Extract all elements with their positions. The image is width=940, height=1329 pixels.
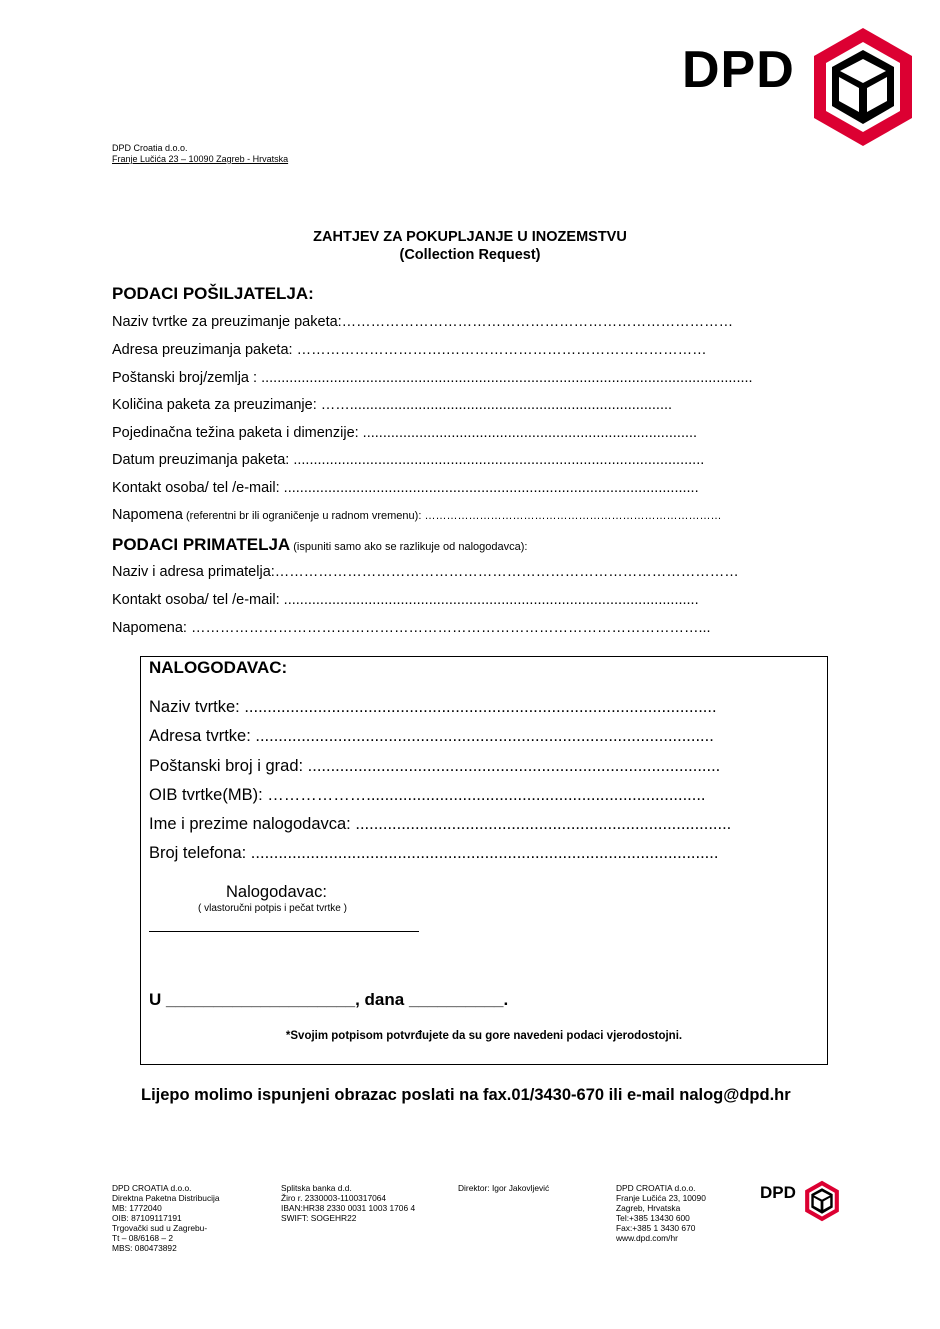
submission-notice: Lijepo molimo ispunjeni obrazac poslati na fax.01/3430-670 ili e-mail nalog@dpd.hr	[141, 1086, 791, 1104]
signature-line[interactable]	[149, 931, 419, 932]
receiver-note-field[interactable]: Napomena: ……………………………………………………………………………………………...	[112, 620, 711, 636]
form-title	[0, 228, 940, 264]
footer-line: Franje Lučića 23, 10090	[616, 1193, 706, 1203]
footer-line: Trgovački sud u Zagrebu-	[112, 1223, 208, 1233]
footer-line: Direktor: Igor Jakovljević	[458, 1183, 550, 1193]
sender-note-label: Napomena	[112, 507, 183, 523]
footer-line: Fax:+385 1 3430 670	[616, 1223, 696, 1233]
footer-line: Direktna Paketna Distribucija	[112, 1193, 220, 1203]
footer-line: SWIFT: SOGEHR22	[281, 1213, 357, 1223]
footer-line: Žiro r. 2330003-1100317064	[281, 1193, 387, 1203]
dpd-cube-icon	[812, 26, 914, 148]
orderer-phone-field[interactable]: Broj telefona: ......................................................................................................	[149, 844, 719, 862]
receiver-heading-sub: (ispuniti samo ako se razlikuje od nalogodavca):	[290, 541, 528, 553]
receiver-heading-main: PODACI PRIMATELJA	[112, 535, 291, 554]
footer-bank	[281, 1183, 415, 1223]
orderer-heading: NALOGODAVAC:	[149, 658, 288, 677]
footer-dpd-logo	[760, 1180, 840, 1222]
sender-address-field[interactable]: Adresa preuzimanja paketa: ………………………….………………………………………………	[112, 342, 707, 358]
orderer-postcode-field[interactable]: Poštanski broj i grad: ..........................................................................................	[149, 757, 721, 775]
company-name: DPD Croatia d.o.o.	[112, 143, 188, 153]
company-address	[112, 143, 288, 165]
orderer-company-field[interactable]: Naziv tvrtke: .......................................................................................................	[149, 698, 717, 716]
sender-note-sub: (referentni br ili ograničenje u radnom vremenu): ………………………………………………………………………	[182, 510, 722, 522]
orderer-address-field[interactable]: Adresa tvrtke: ....................................................................................................	[149, 727, 714, 745]
footer-line: DPD CROATIA d.o.o.	[112, 1183, 192, 1193]
disclaimer-text: *Svojim potpisom potvrđujete da su gore navedeni podaci vjerodostojni.	[285, 1030, 683, 1042]
footer-line: DPD CROATIA d.o.o.	[616, 1183, 696, 1193]
dpd-logo	[682, 26, 914, 148]
footer-line: Splitska banka d.d.	[281, 1183, 352, 1193]
footer-line: IBAN:HR38 2330 0031 1003 1706 4	[281, 1203, 416, 1213]
footer-line: MBS: 080473892	[112, 1243, 177, 1253]
orderer-name-field[interactable]: Ime i prezime nalogodavca: ..................................................................................	[149, 815, 732, 833]
sender-note-field[interactable]	[112, 507, 721, 523]
dpd-cube-icon	[804, 1180, 840, 1222]
receiver-heading	[112, 535, 527, 555]
footer-line: Tel:+385 13430 600	[616, 1213, 690, 1223]
signature-sublabel: ( vlastoručni potpis i pečat tvrtke )	[198, 903, 347, 914]
footer-line: Tt – 08/6168 – 2	[112, 1233, 173, 1243]
footer-line[interactable]: www.dpd.com/hr	[616, 1233, 678, 1243]
sender-contact-field[interactable]: Kontakt osoba/ tel /e-mail: .......................................................................................................	[112, 480, 699, 496]
footer-logo-text: DPD	[760, 1183, 796, 1202]
sender-postcode-field[interactable]: Poštanski broj/zemlja : ..........................................................................................................................	[112, 370, 753, 386]
logo-text: DPD	[682, 41, 795, 99]
sender-quantity-field[interactable]: Količina paketa za preuzimanje: ……................................................................................	[112, 397, 673, 413]
footer-contact	[616, 1183, 706, 1243]
form-title-sub: (Collection Request)	[399, 247, 541, 263]
sender-heading: PODACI POŠILJATELJA:	[112, 284, 314, 303]
footer-director	[458, 1183, 549, 1193]
footer-line: MB: 1772040	[112, 1203, 162, 1213]
receiver-name-field[interactable]: Naziv i adresa primatelja:……………………………………………………………………………………	[112, 564, 739, 580]
receiver-contact-field[interactable]: Kontakt osoba/ tel /e-mail: .......................................................................................................	[112, 592, 699, 608]
footer-line: OIB: 87109117191	[112, 1213, 182, 1223]
orderer-oib-field[interactable]: OIB tvrtke(MB): ………………..........................................................................	[149, 786, 706, 804]
place-date-line[interactable]: U ____________________, dana __________.	[149, 990, 509, 1009]
footer-line: Zagreb, Hrvatska	[616, 1203, 681, 1213]
sender-company-field[interactable]: Naziv tvrtke za preuzimanje paketa:………………………………………………………………………	[112, 314, 734, 330]
signature-label: Nalogodavac:	[226, 883, 327, 901]
sender-date-field[interactable]: Datum preuzimanja paketa: ......................................................................................................	[112, 452, 705, 468]
footer-company	[112, 1183, 220, 1253]
form-title-main: ZAHTJEV ZA POKUPLJANJE U INOZEMSTVU	[313, 229, 627, 245]
company-street: Franje Lučića 23 – 10090 Zagreb - Hrvatska	[112, 154, 289, 164]
sender-weight-field[interactable]: Pojedinačna težina paketa i dimenzije: ...................................................................................	[112, 425, 698, 441]
